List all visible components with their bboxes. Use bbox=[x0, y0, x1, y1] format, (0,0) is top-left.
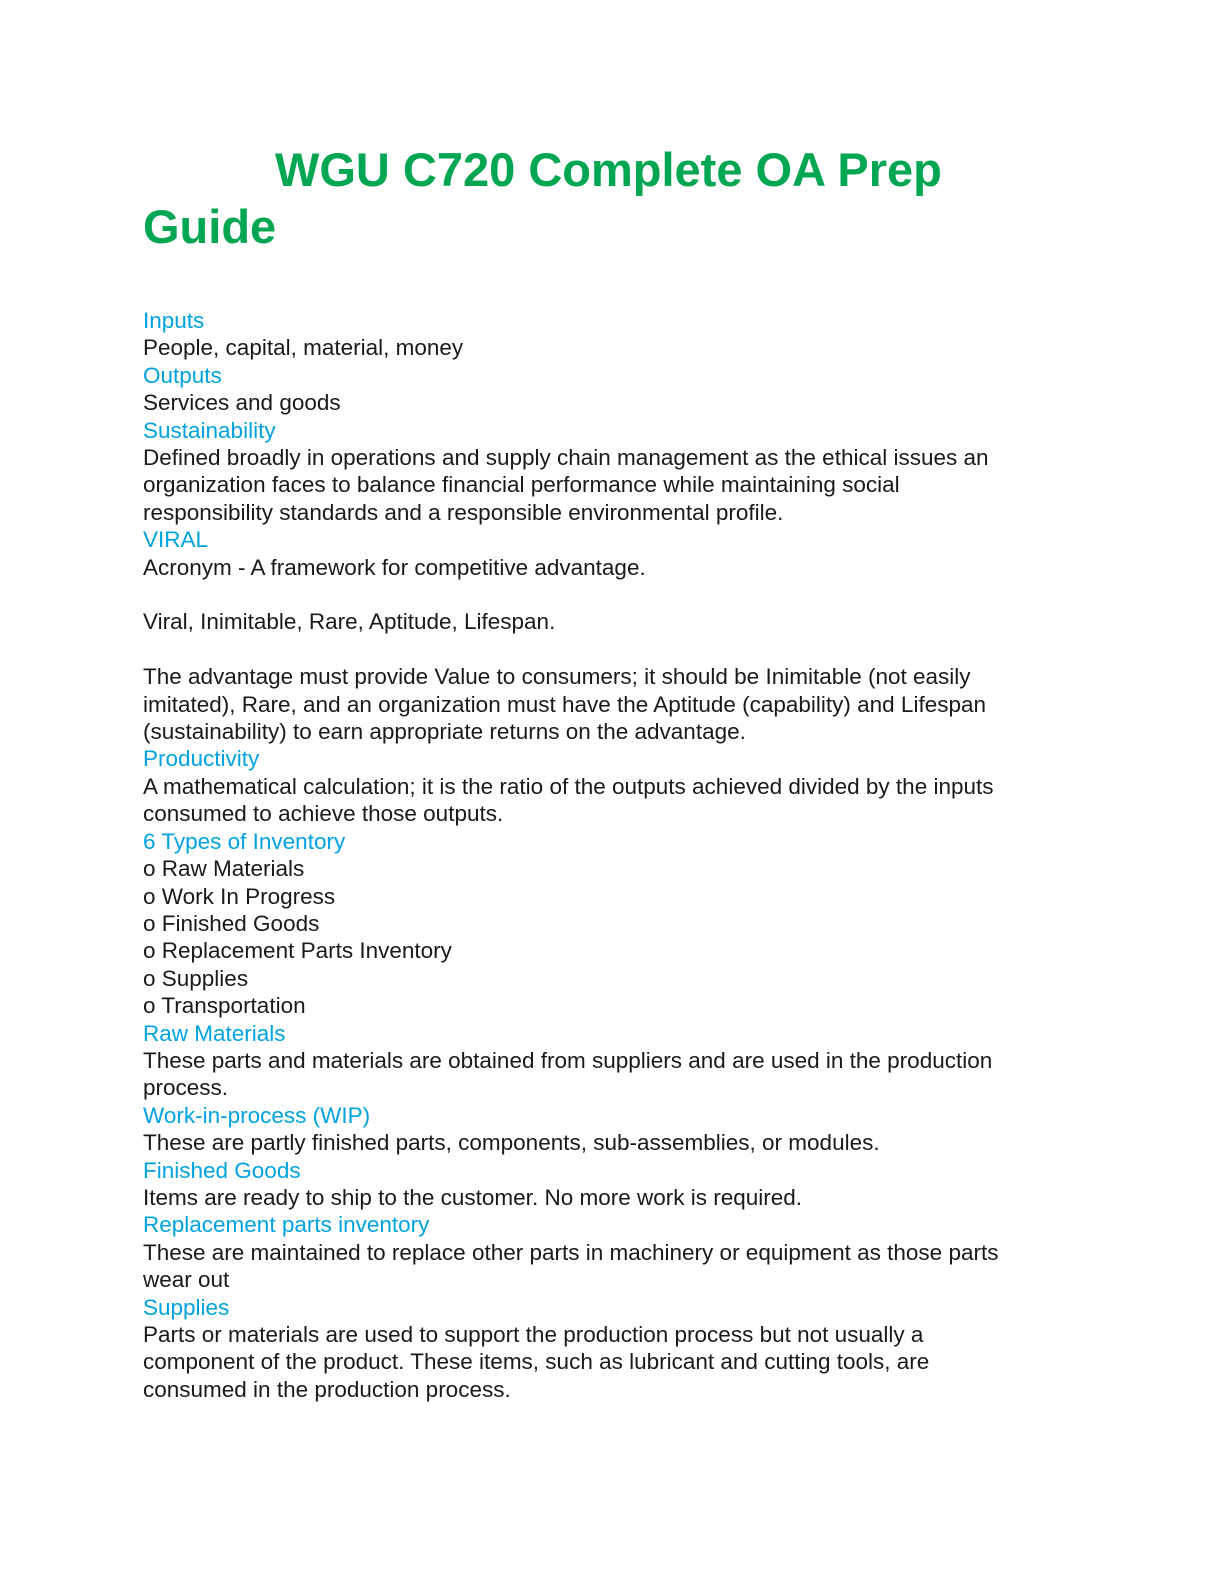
definition-raw-materials: These parts and materials are obtained from suppliers and are used in the production process. bbox=[143, 1047, 993, 1101]
definition-sustainability: Defined broadly in operations and supply chain management as the ethical issues an organization faces to balance financial performance while maintaining social responsibility standards and a responsible environmental profile. bbox=[143, 445, 989, 525]
definition-viral-acronym: Acronym - A framework for competitive advantage. bbox=[143, 554, 646, 580]
term-productivity: Productivity bbox=[143, 746, 260, 772]
term-inputs: Inputs bbox=[143, 308, 205, 333]
definition-outputs: Services and goods bbox=[143, 390, 341, 416]
list-item: o Finished Goods bbox=[143, 910, 320, 936]
term-sustainability: Sustainability bbox=[143, 417, 276, 443]
definition-viral-letters: Viral, Inimitable, Rare, Aptitude, Lifespan. bbox=[143, 609, 556, 635]
term-finished-goods: Finished Goods bbox=[143, 1157, 301, 1183]
definition-supplies: Parts or materials are used to support the production process but not usually a component of the product. These items, such as lubricant and cutting tools, are consumed in the production process. bbox=[143, 1322, 930, 1402]
definition-replacement-parts: These are maintained to replace other parts in machinery or equipment as those parts wear out bbox=[143, 1239, 999, 1293]
definition-inputs: People, capital, material, money bbox=[143, 335, 464, 361]
definition-productivity: A mathematical calculation; it is the ratio of the outputs achieved divided by the inputs consumed to achieve those outputs. bbox=[143, 773, 994, 827]
term-wip: Work-in-process (WIP) bbox=[143, 1102, 371, 1128]
list-item: o Transportation bbox=[143, 993, 306, 1019]
blank-line bbox=[143, 636, 1063, 663]
list-item: o Supplies bbox=[143, 965, 249, 991]
definition-viral-explanation: The advantage must provide Value to consumers; it should be Inimitable (not easily imitated), Rare, and an organization must have the Aptitude (capability) and Lifespan (sustainability) to earn appropriate returns on the advantage. bbox=[143, 664, 987, 745]
definition-finished-goods: Items are ready to ship to the customer. No more work is required. bbox=[143, 1184, 803, 1210]
document-body bbox=[143, 307, 1063, 1403]
term-replacement-parts: Replacement parts inventory bbox=[143, 1212, 430, 1238]
term-outputs: Outputs bbox=[143, 362, 222, 388]
list-item: o Work In Progress bbox=[143, 883, 336, 909]
term-viral: VIRAL bbox=[143, 527, 209, 553]
list-item: o Raw Materials bbox=[143, 856, 305, 882]
list-item: o Replacement Parts Inventory bbox=[143, 938, 452, 964]
term-supplies: Supplies bbox=[143, 1294, 230, 1320]
page-title: WGU C720 Complete OA Prep Guide bbox=[143, 143, 942, 253]
term-inventory-types: 6 Types of Inventory bbox=[143, 828, 346, 854]
definition-wip: These are partly finished parts, components, sub-assemblies, or modules. bbox=[143, 1130, 880, 1156]
blank-line bbox=[143, 581, 1063, 608]
term-raw-materials: Raw Materials bbox=[143, 1020, 286, 1046]
